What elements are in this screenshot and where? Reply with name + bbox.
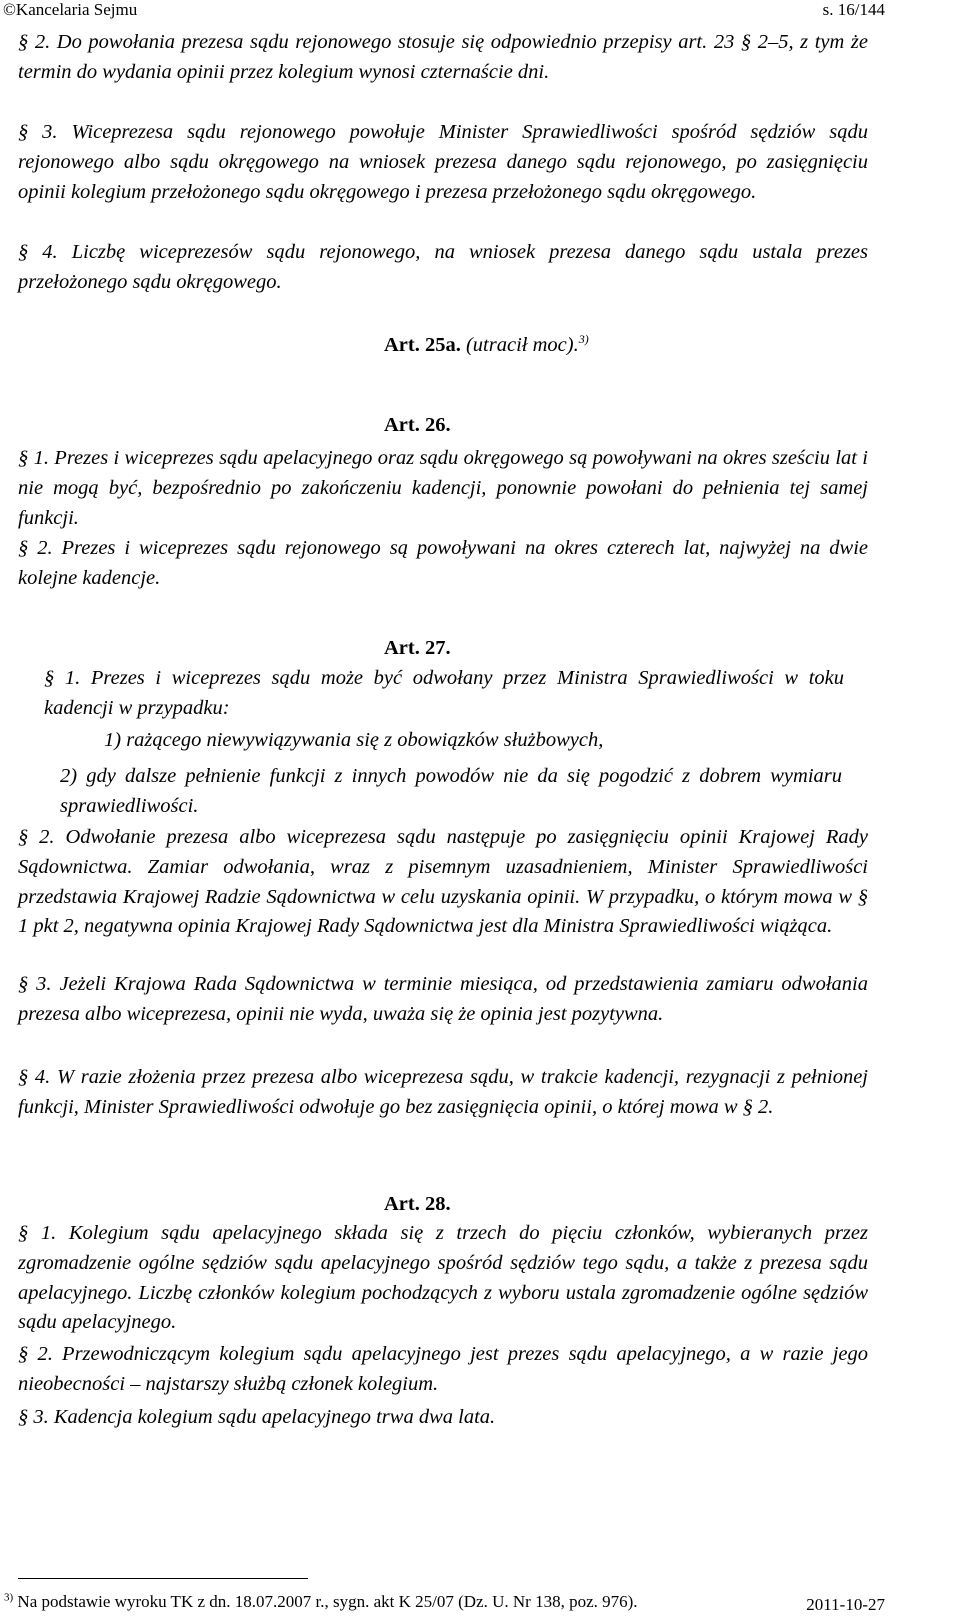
paragraph-art25-s4: § 4. Liczbę wiceprezesów sądu rejonowego, na wniosek prezesa danego sądu ustala prezes przełożonego sądu okręgowego. bbox=[18, 241, 868, 293]
footnote bbox=[4, 1592, 638, 1612]
article-heading-28: Art. 28. bbox=[384, 1193, 451, 1215]
page-number: s. 16/144 bbox=[822, 0, 885, 19]
paragraph-art28-s3: § 3. Kadencja kolegium sądu apelacyjnego trwa dwa lata. bbox=[18, 1406, 496, 1428]
article-heading-25a bbox=[384, 331, 589, 359]
article-25a-label: Art. 25a. bbox=[384, 334, 461, 356]
paragraph-art25-s2: § 2. Do powołania prezesa sądu rejonowego stosuje się odpowiednio przepisy art. 23 § 2–5, z tym że termin do wydania opinii przez kolegium wynosi czternaście dni. bbox=[18, 31, 868, 83]
paragraph-art25-s3: § 3. Wiceprezesa sądu rejonowego powołuje Minister Sprawiedliwości spośród sędziów sądu rejonowego albo sądu okręgowego na wniosek prezesa danego sądu rejonowego, po zasięgnięciu opinii kolegium przełożonego sądu okręgowego i prezesa przełożonego sądu okręgowego. bbox=[18, 121, 868, 203]
footnote-ref: 3) bbox=[578, 332, 589, 347]
article-25a-status: (utracił moc). bbox=[465, 334, 579, 356]
article-heading-26: Art. 26. bbox=[384, 414, 451, 436]
article-heading-27: Art. 27. bbox=[384, 637, 451, 659]
header-source: ©Kancelaria Sejmu bbox=[3, 0, 138, 19]
paragraph-art28-s1: § 1. Kolegium sądu apelacyjnego składa się z trzech do pięciu członków, wybieranych przez zgromadzenie ogólne sędziów sądu apelacyjnego spośród sędziów tego sądu, a także z prezesa sądu apelacyjnego. Liczbę członków kolegium pochodzących z wyboru ustala zgromadzenie ogólne sędziów sądu apelacyjnego. bbox=[18, 1222, 868, 1334]
paragraph-art26-s2: § 2. Prezes i wiceprezes sądu rejonowego są powoływani na okres czterech lat, najwyżej na dwie kolejne kadencje. bbox=[18, 537, 868, 589]
paragraph-art28-s2: § 2. Przewodniczącym kolegium sądu apelacyjnego jest prezes sądu apelacyjnego, a w razie jego nieobecności – najstarszy służbą członek kolegium. bbox=[18, 1343, 868, 1395]
footnote-separator bbox=[18, 1578, 308, 1579]
footnote-marker: 3) bbox=[4, 1591, 14, 1604]
footnote-text: Na podstawie wyroku TK z dn. 18.07.2007 r., sygn. akt K 25/07 (Dz. U. Nr 138, poz. 976). bbox=[13, 1592, 638, 1611]
paragraph-art27-s2: § 2. Odwołanie prezesa albo wiceprezesa sądu następuje po zasięgnięciu opinii Krajowej Rady Sądownictwa. Zamiar odwołania, wraz z pisemnym uzasadnieniem, Minister Sprawiedliwości przedstawia Krajowej Radzie Sądownictwa w celu uzyskania opinii. W przypadku, o którym mowa w § 1 pkt 2, negatywna opinia Krajowej Rady Sądownictwa jest dla Ministra Sprawiedliwości wiążąca. bbox=[18, 826, 868, 938]
paragraph-art27-s3: § 3. Jeżeli Krajowa Rada Sądownictwa w terminie miesiąca, od przedstawienia zamiaru odwołania prezesa albo wiceprezesa, opinii nie wyda, uważa się że opinia jest pozytywna. bbox=[18, 973, 868, 1025]
paragraph-art27-s1: § 1. Prezes i wiceprezes sądu może być odwołany przez Ministra Sprawiedliwości w toku kadencji w przypadku: bbox=[44, 667, 844, 719]
list-item-art27-1: 1) rażącego niewywiązywania się z obowiązków służbowych, bbox=[104, 729, 604, 751]
document-date: 2011-10-27 bbox=[806, 1595, 885, 1614]
paragraph-art27-s4: § 4. W razie złożenia przez prezesa albo wiceprezesa sądu, w trakcie kadencji, rezygnacji z pełnionej funkcji, Minister Sprawiedliwości odwołuje go bez zasięgnięcia opinii, o której mowa w § 2. bbox=[18, 1066, 868, 1118]
paragraph-art26-s1: § 1. Prezes i wiceprezes sądu apelacyjnego oraz sądu okręgowego są powoływani na okres sześciu lat i nie mogą być, bezpośrednio po zakończeniu kadencji, ponownie powołani do pełnienia tej samej funkcji. bbox=[18, 447, 868, 529]
list-item-art27-2: 2) gdy dalsze pełnienie funkcji z innych powodów nie da się pogodzić z dobrem wymiaru sprawiedliwości. bbox=[60, 765, 842, 817]
